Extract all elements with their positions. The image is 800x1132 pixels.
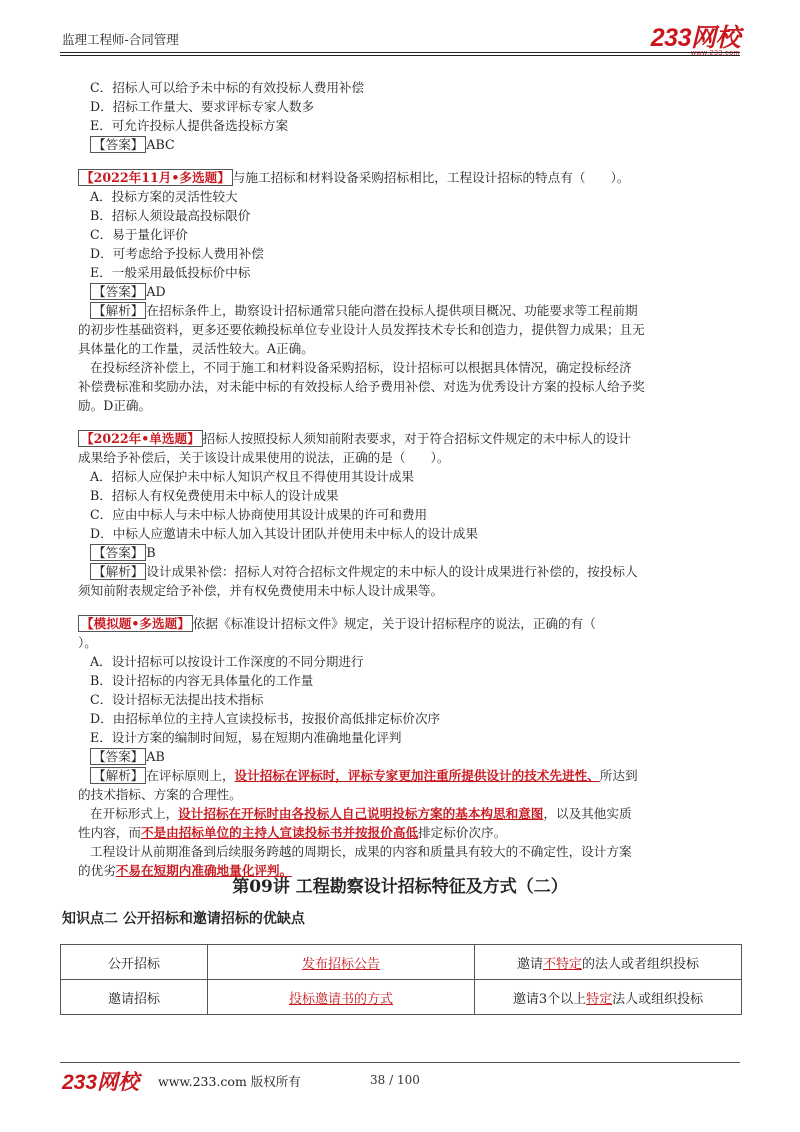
option: B．设计招标的内容无具体量化的工作量 (90, 673, 314, 688)
option: D．中标人应邀请未中标人加入其设计团队并使用未中标人的设计成果 (90, 526, 478, 541)
analysis-line (78, 301, 748, 320)
highlight-text: 投标邀请书的方式 (288, 991, 393, 1007)
table-cell (208, 980, 475, 1015)
cell-text: 邀请3个以上 (512, 991, 587, 1007)
option: A．设计招标可以按设计工作深度的不同分期进行 (90, 654, 364, 669)
analysis-label: 【解析】 (90, 563, 146, 580)
cell-text: 法人或组织投标 (612, 991, 704, 1007)
option: D．招标工作量大、要求评标专家人数多 (90, 99, 315, 114)
analysis-text: ，以及其他实质 (543, 806, 632, 821)
table-cell (475, 945, 742, 980)
answer-line (78, 135, 748, 154)
analysis-text: 排定标价次序。 (418, 825, 507, 840)
option: C．应由中标人与未中标人协商使用其设计成果的许可和费用 (90, 507, 428, 522)
analysis-text: 的技术指标、方案的合理性。 (78, 787, 242, 802)
answer-label: 【答案】 (90, 136, 146, 153)
question-stem (78, 429, 748, 448)
table-row (61, 980, 742, 1015)
question-stem (78, 614, 748, 633)
question-text: 成果给予补偿后，关于该设计成果使用的说法，正确的是（ ）。 (78, 450, 450, 465)
analysis-label: 【解析】 (90, 767, 146, 784)
answer-label: 【答案】 (90, 283, 146, 300)
option: D．由招标单位的主持人宣读投标书，按报价高低排定标价次序 (90, 711, 441, 726)
highlight-text: 不是由招标单位的主持人宣读投标书并按报价高低 (140, 825, 419, 840)
analysis-line (78, 766, 748, 785)
answer-label: 【答案】 (90, 748, 146, 765)
table-cell: 公开招标 (61, 945, 208, 980)
footer-copyright: www.233.com 版权所有 (158, 1074, 301, 1089)
footer-logo: 233网校 (62, 1071, 140, 1094)
knowledge-point-title: 知识点二 公开招标和邀请招标的优缺点 (62, 911, 305, 927)
analysis-text: 的初步性基础资料，更多还要依赖投标单位专业设计人员发挥技术专长和创造力，提供智力成果；且无 (78, 322, 645, 337)
table-cell (475, 980, 742, 1015)
answer-value: AB (146, 749, 165, 764)
footer-rule (60, 1062, 740, 1063)
answer-value: B (146, 545, 156, 560)
analysis-line (78, 562, 748, 581)
brand-logo-text: 233网校 (650, 24, 740, 52)
option: C．招标人可以给予未中标的有效投标人费用补偿 (90, 80, 365, 95)
brand-logo-url: www.233.com (690, 50, 740, 57)
header-rule-thin (60, 55, 740, 56)
analysis-line (78, 823, 748, 842)
analysis-text: 设计成果补偿：招标人对符合招标文件规定的未中标人的设计成果进行补偿的，按投标人 (146, 564, 638, 579)
question-tag: 【2022年•单选题】 (78, 430, 203, 447)
main-content (78, 78, 748, 880)
answer-line (78, 543, 748, 562)
analysis-text: 在招标条件上，勘察设计招标通常只能向潜在投标人提供项目概况、功能要求等工程前期 (146, 303, 638, 318)
analysis-text: 在评标原则上， (146, 768, 235, 783)
question-stem (78, 168, 748, 187)
analysis-text: 励。D正确。 (78, 398, 152, 413)
highlight-text: 不易在短期内准确地量化评判。 (115, 863, 293, 878)
page-number: 38 / 100 (370, 1073, 420, 1087)
question-text: 与施工招标和材料设备采购招标相比，工程设计招标的特点有（ ）。 (232, 170, 630, 185)
question-text: 招标人按照投标人须知前附表要求，对于符合招标文件规定的未中标人的设计 (202, 431, 631, 446)
analysis-text: 在投标经济补偿上，不同于施工和材料设备采购招标，设计招标可以根据具体情况，确定投标经济 (90, 360, 632, 375)
answer-line (78, 282, 748, 301)
table-cell: 邀请招标 (61, 980, 208, 1015)
option: E．一般采用最低投标价中标 (90, 265, 251, 280)
table-row (61, 945, 742, 980)
answer-value: ABC (146, 137, 175, 152)
option: B．招标人须设最高投标限价 (90, 208, 251, 223)
analysis-text: 的优劣 (78, 863, 116, 878)
option: E．可允许投标人提供备选投标方案 (90, 118, 289, 133)
analysis-text: 工程设计从前期准备到后续服务跨越的周期长，成果的内容和质量具有较大的不确定性，设计方案 (90, 844, 632, 859)
section-title: 第09讲 工程勘察设计招标特征及方式（二） (232, 877, 568, 897)
option: C．易于量化评价 (90, 227, 188, 242)
question-text: 依据《标准设计招标文件》规定，关于设计招标程序的说法，正确的有（ (192, 616, 596, 631)
header-rule (60, 52, 740, 53)
cell-text: 邀请 (516, 956, 543, 972)
analysis-text: 具体量化的工作量，灵活性较大。A正确。 (78, 341, 314, 356)
option: A．投标方案的灵活性较大 (90, 189, 238, 204)
analysis-label: 【解析】 (90, 302, 146, 319)
analysis-text: 须知前附表规定给予补偿，并有权免费使用未中标人设计成果等。 (78, 583, 444, 598)
table-cell (208, 945, 475, 980)
cell-text: 的法人或者组织投标 (582, 956, 700, 972)
analysis-line (78, 804, 748, 823)
analysis-text: 所达到 (599, 768, 638, 783)
comparison-table (60, 944, 742, 1015)
answer-label: 【答案】 (90, 544, 146, 561)
option: E．设计方案的编制时间短，易在短期内准确地量化评判 (90, 730, 402, 745)
question-tag: 【2022年11月•多选题】 (78, 169, 233, 186)
question-text: ）。 (78, 635, 97, 650)
analysis-text: 性内容，而 (78, 825, 141, 840)
option: A．招标人应保护未中标人知识产权且不得使用其设计成果 (90, 469, 414, 484)
highlight-text: 不特定 (542, 956, 582, 972)
highlight-text: 设计招标在评标时，评标专家更加注重所提供设计的技术先进性、 (234, 768, 600, 783)
answer-value: AD (146, 284, 166, 299)
option: B．招标人有权免费使用未中标人的设计成果 (90, 488, 339, 503)
option: D．可考虑给予投标人费用补偿 (90, 246, 264, 261)
option: C．设计招标无法提出技术指标 (90, 692, 264, 707)
analysis-text: 补偿费标准和奖励办法，对未能中标的有效投标人给予费用补偿、对选为优秀设计方案的投标人给予奖 (78, 379, 645, 394)
header-title: 监理工程师-合同管理 (62, 32, 179, 47)
answer-line (78, 747, 748, 766)
analysis-text: 在开标形式上， (90, 806, 179, 821)
highlight-text: 发布招标公告 (301, 956, 380, 972)
question-tag: 【模拟题•多选题】 (78, 615, 193, 632)
highlight-text: 设计招标在开标时由各投标人自己说明投标方案的基本构思和意图 (178, 806, 544, 821)
highlight-text: 特定 (586, 991, 613, 1007)
